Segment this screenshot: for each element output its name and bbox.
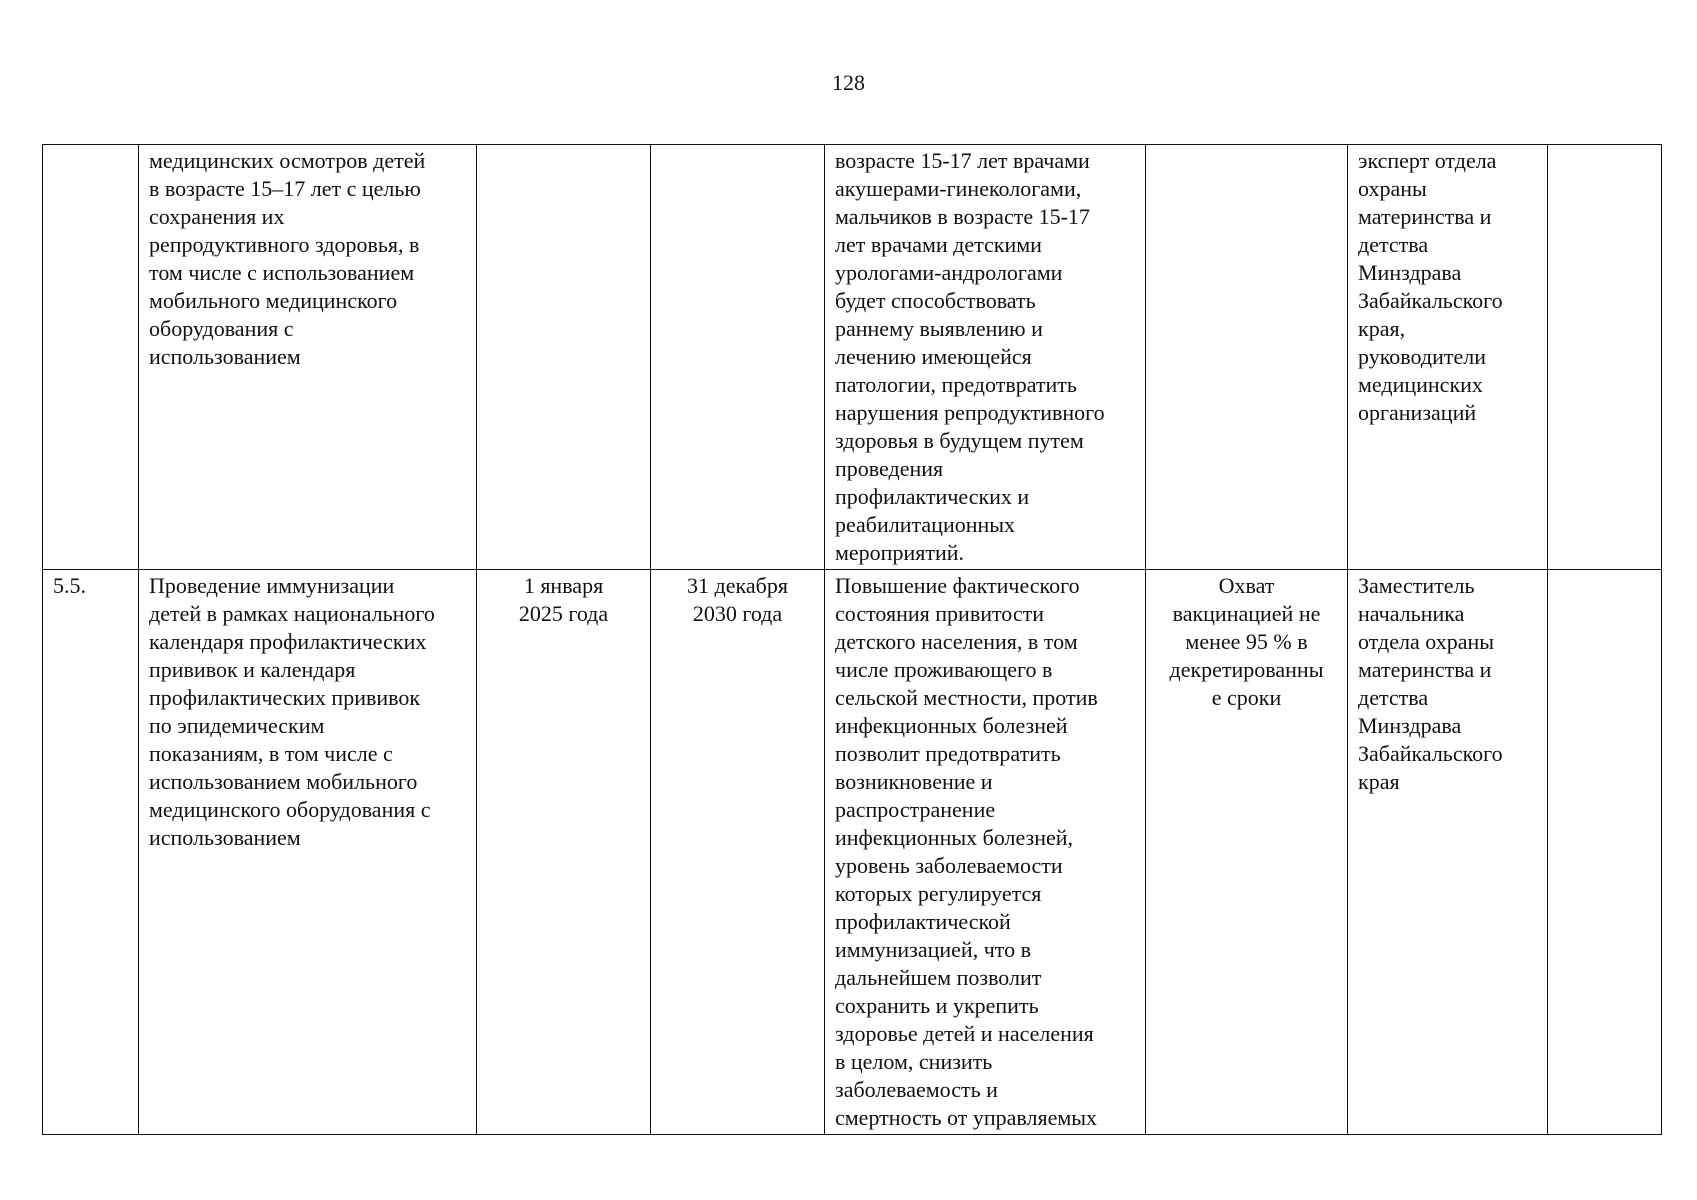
cell-expected-result: возрасте 15-17 лет врачами акушерами-гинекологами, мальчиков в возрасте 15-17 лет врачами детскими урологами-андрологами будет способствовать раннему выявлению и лечению имеющейся патологии, предотвратить нарушения репродуктивного здоровья в будущем путем проведения профилактических и реабилитационных мероприятий. <box>825 145 1146 570</box>
cell-number: 5.5. <box>43 570 139 1135</box>
cell-event: медицинских осмотров детей в возрасте 15–17 лет с целью сохранения их репродуктивного здоровья, в том числе с использованием мобильного медицинского оборудования с использованием <box>139 145 477 570</box>
table-row <box>43 145 1662 570</box>
cell-indicator <box>1146 145 1348 570</box>
cell-indicator: Охват вакцинацией не менее 95 % в декретированны е сроки <box>1146 570 1348 1135</box>
cell-note <box>1548 570 1662 1135</box>
cell-end-date: 31 декабря 2030 года <box>651 570 825 1135</box>
cell-number <box>43 145 139 570</box>
cell-end-date <box>651 145 825 570</box>
cell-expected-result: Повышение фактического состояния привитости детского населения, в том числе проживающего в сельской местности, против инфекционных болезней позволит предотвратить возникновение и распространение инфекционных болезней, уровень заболеваемости которых регулируется профилактической иммунизацией, что в дальнейшем позволит сохранить и укрепить здоровье детей и населения в целом, снизить заболеваемость и смертность от управляемых <box>825 570 1146 1135</box>
cell-responsible: эксперт отдела охраны материнства и детства Минздрава Забайкальского края, руководители медицинских организаций <box>1348 145 1548 570</box>
table-row <box>43 570 1662 1135</box>
page-number: 128 <box>832 70 865 95</box>
cell-start-date <box>477 145 651 570</box>
cell-note <box>1548 145 1662 570</box>
cell-responsible: Заместитель начальника отдела охраны материнства и детства Минздрава Забайкальского края <box>1348 570 1548 1135</box>
cell-event: Проведение иммунизации детей в рамках национального календаря профилактических прививок и календаря профилактических прививок по эпидемическим показаниям, в том числе с использованием мобильного медицинского оборудования с использованием <box>139 570 477 1135</box>
measures-table <box>42 144 1662 1135</box>
cell-start-date: 1 января 2025 года <box>477 570 651 1135</box>
